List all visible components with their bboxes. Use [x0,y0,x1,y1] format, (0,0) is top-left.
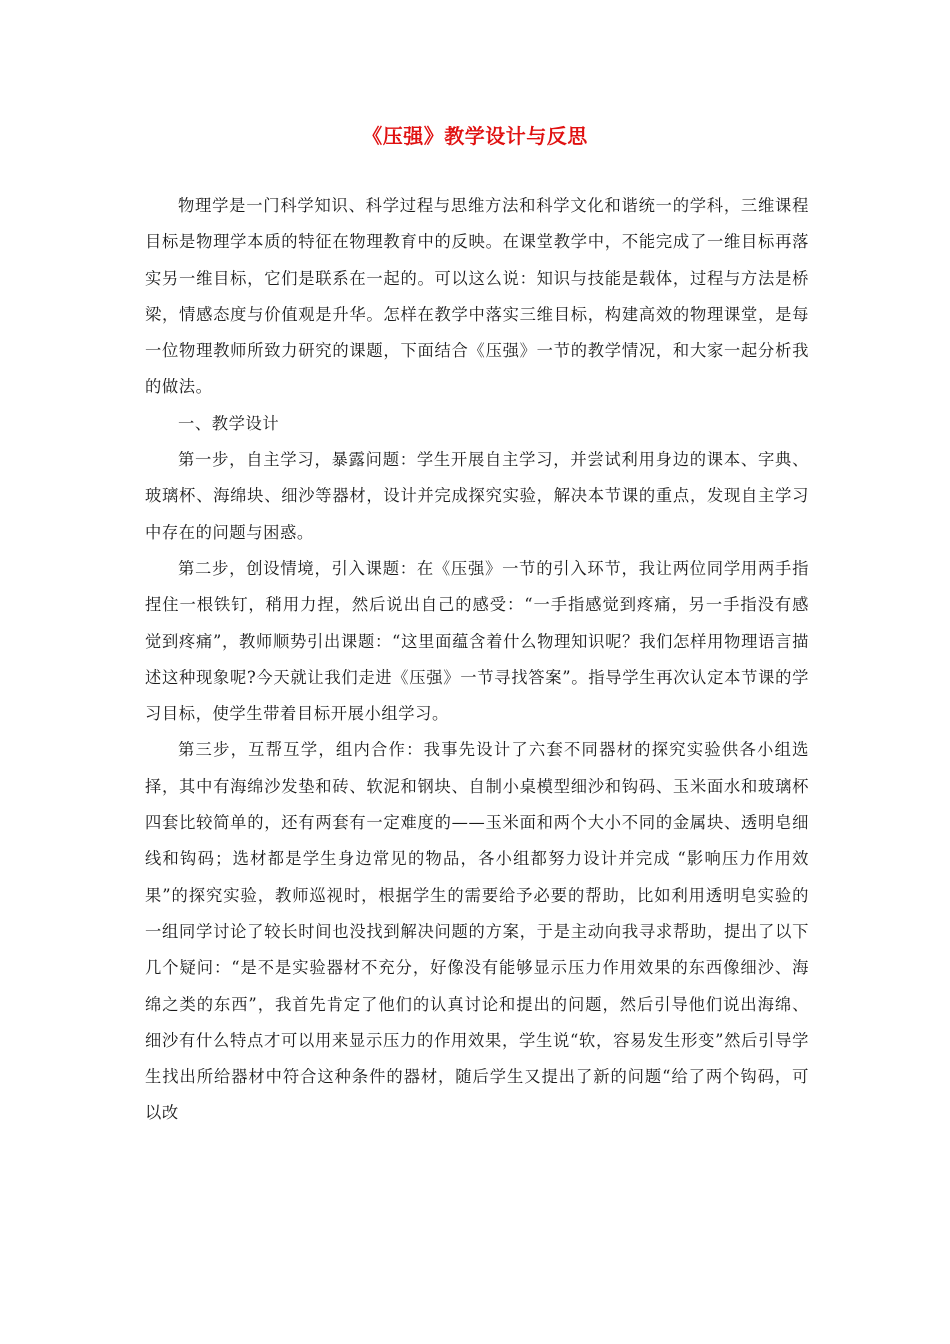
section-heading-teaching-design: 一、教学设计 [178,413,280,433]
document-title: 《压强》教学设计与反思 [362,124,588,148]
paragraph-step-two: 第二步，创设情境，引入课题：在《压强》一节的引入环节，我让两位同学用两手指捏住一根铁钉，稍用力捏，然后说出自己的感受：“一手指感觉到疼痛，另一手指没有感觉到疼痛”，教师顺势引出课题：“这里面蕴含着什么物理知识呢？我们怎样用物理语言描述这种现象呢?今天就让我们走进《压强》一节寻找答案”。指导学生再次认定本节课的学习目标，使学生带着目标开展小组学习。 [145,558,809,724]
document-body [145,188,809,1132]
paragraph-step-three: 第三步，互帮互学，组内合作：我事先设计了六套不同器材的探究实验供各小组选择，其中有海绵沙发垫和砖、软泥和钢块、自制小桌模型细沙和钩码、玉米面水和玻璃杯四套比较简单的，还有两套有一定难度的——玉米面和两个大小不同的金属块、透明皂细线和钩码；选材都是学生身边常见的物品，各小组都努力设计并完成 “影响压力作用效果”的探究实验，教师巡视时，根据学生的需要给予必要的帮助，比如利用透明皂实验的一组同学讨论了较长时间也没找到解决问题的方案，于是主动向我寻求帮助，提出了以下几个疑问：“是不是实验器材不充分，好像没有能够显示压力作用效果的东西像细沙、海绵之类的东西”，我首先肯定了他们的认真讨论和提出的问题，然后引导他们说出海绵、细沙有什么特点才可以用来显示压力的作用效果，学生说“软，容易发生形变”然后引导学生找出所给器材中符合这种条件的器材，随后学生又提出了新的问题“给了两个钩码，可以改 [145,740,809,1123]
paragraph-intro: 物理学是一门科学知识、科学过程与思维方法和科学文化和谐统一的学科，三维课程目标是物理学本质的特征在物理教育中的反映。在课堂教学中，不能完成了一维目标再落实另一维目标，它们是联系在一起的。可以这么说：知识与技能是载体，过程与方法是桥梁，情感态度与价值观是升华。怎样在教学中落实三维目标，构建高效的物理课堂，是每一位物理教师所致力研究的课题，下面结合《压强》一节的教学情况，和大家一起分析我的做法。 [145,196,809,397]
paragraph-step-one: 第一步，自主学习，暴露问题：学生开展自主学习，并尝试利用身边的课本、字典、玻璃杯、海绵块、细沙等器材，设计并完成探究实验，解决本节课的重点，发现自主学习中存在的问题与困惑。 [145,450,809,542]
